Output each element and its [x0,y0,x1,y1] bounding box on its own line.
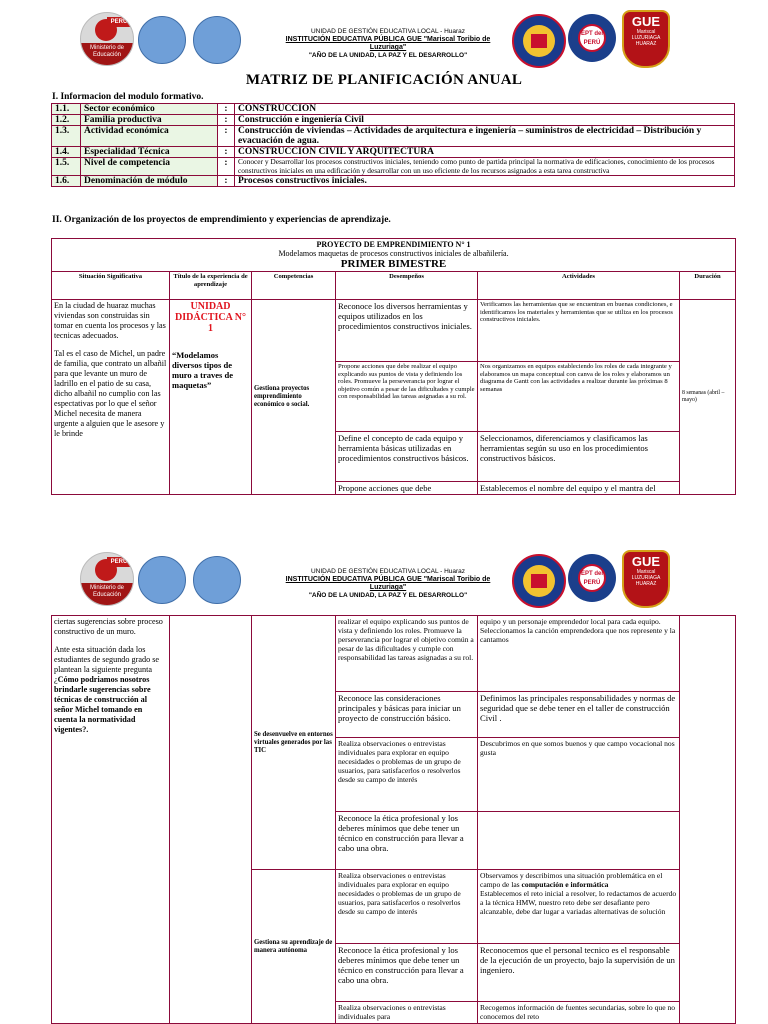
activity-cell [478,812,680,870]
ministry-logo [80,12,134,66]
info-row [52,158,735,176]
ugel-line: UNIDAD DE GESTIÓN EDUCATIVA LOCAL - Huaraz [310,28,466,35]
info-row [52,115,735,126]
learning-unit-cell [170,300,252,495]
performance-cell: Realiza observaciones o entrevistas individuales para explorar en equipo necesidades o problemas de un grupo de usuarios, para satisfacerlos o resolverlos desde su campo de interés [336,870,478,944]
peru-label: PERÚ [107,17,131,27]
unit-title: UNIDAD DIDÁCTICA N° 1 [175,301,246,334]
page-gap [0,512,768,540]
project-header [52,239,736,272]
project-subtitle: Modelamos maquetas de procesos constructivos iniciales de albañilería. [278,249,509,258]
ministry-logo [80,552,134,606]
activity-cell: Establecemos el nombre del equipo y el mantra del [478,482,680,495]
school-line: INSTITUCIÓN EDUCATIVA PÚBLICA GUE "Mariscal Toribio de Luzuriaga" [285,36,491,51]
col-activities: Actividades [478,272,680,300]
performance-cell: Propone acciones que debe [336,482,478,495]
info-colon: : [218,126,235,147]
info-number: 1.3. [52,126,81,147]
header-text [270,568,506,600]
info-value: Conocer y Desarrollar los procesos constructivos iniciales, teniendo como punto de partida principal la normativa de edificaciones, conocimiento de los procesos constructivos iniciales en una edificación y desarrollar con un uso eficiente de los recursos asignados a esta tarea constructiva [235,158,735,176]
duration-cell: 8 semanas (abril – mayo) [680,300,736,495]
info-number: 1.6. [52,176,81,187]
significant-situation: ciertas sugerencias sobre proceso constructivo de un muro. Ante esta situación dada los estudiantes de segundo grado se plantean la siguiente pregunta ¿Cómo podriamos nosotros brindarle sugerencias sobre técnicas de construcción al señor Michel tomando en cuenta la normatividad vigentes?. [52,616,170,1024]
info-number: 1.1. [52,104,81,115]
info-label: Familia productiva [81,115,218,126]
blue-circle-logo-1 [138,16,186,64]
competence-cell: Gestiona su aprendizaje de manera autónoma [252,870,336,1024]
performance-cell: Reconoce la ética profesional y los deberes mínimos que debe tener un técnico en construcción para llevar a cabo una obra. [336,812,478,870]
planning-table-page-1 [51,238,736,495]
activity-cell: Observamos y describimos una situación problemática en el campo de las computación e informática Establecemos el reto inicial a resolver, lo redactamos de acuerdo a la técnica HMW, nuestro reto debe ser desafiante pero alcanzable, debe dar lugar a variadas alternativas de solución [478,870,680,944]
duration-cell [680,616,736,1024]
performance-cell: realizar el equipo explicando sus puntos de vista y definiendo los roles. Promueve la perseverancia por lograr el objetivo común a pesar de las dificultades y cumple con responsabilidad las tareas asignadas a su rol. [336,616,478,692]
bimester-label: PRIMER BIMESTRE [340,258,447,270]
competence-cell: Se desenvuelve en entornos virtuales generados por las TIC [252,616,336,870]
header-text [270,28,506,60]
performance-cell: Reconoce los diversos herramientas y equipos utilizados en los procedimientos constructivos iniciales. [336,300,478,362]
col-duration: Duración [680,272,736,300]
activity-cell: Recogemos información de fuentes secundarias, sobre lo que no conocemos del reto [478,1002,680,1024]
page-2 [0,540,768,1024]
info-colon: : [218,158,235,176]
planning-table-page-2 [51,615,736,1024]
info-value: Construcción e ingeniería Civil [235,115,735,126]
unit-experience-title: “Modelamos diversos tipos de muro a traves de maquetas” [172,350,233,390]
info-value: Procesos constructivos iniciales. [235,176,735,187]
info-number: 1.5. [52,158,81,176]
year-motto-line: "AÑO DE LA UNIDAD, LA PAZ Y EL DESARROLLO" [308,592,468,599]
performance-cell: Realiza observaciones o entrevistas individuales para [336,1002,478,1024]
col-competences: Competencias [252,272,336,300]
performance-cell: Propone acciones que debe realizar el equipo explicando sus puntos de vista y definiendo los roles. Promueve la perseverancia por lograr el objetivo común a pesar de las dificultades y cumple con responsabilidad las tareas asignadas a su rol. [336,362,478,432]
year-motto-line: "AÑO DE LA UNIDAD, LA PAZ Y EL DESARROLLO" [308,52,468,59]
info-row [52,176,735,187]
page-header [0,540,768,610]
project-title: PROYECTO DE EMPRENDIMIENTO N° 1 [316,240,471,249]
module-info-table [51,103,735,187]
activity-cell: equipo y un personaje emprendedor local para cada equipo. Seleccionamos la canción emprendedora que nos represente y la cantamos [478,616,680,692]
activity-cell: Verificamos las herramientas que se encuentran en buenas condiciones, e identificamos los materiales y herramientas que se utiliza en los procesos constructivos iniciales. [478,300,680,362]
activity-cell: Definimos las principales responsabilidades y normas de seguridad que se debe tener en el taller de construcción Civil . [478,692,680,738]
ministry-label: Ministerio de Educación [81,583,133,606]
document-title: MATRIZ DE PLANIFICACIÓN ANUAL [245,72,523,88]
ept-gear-logo: EPT del PERÚ [568,14,616,62]
section-2-heading: II. Organización de los proyectos de emprendimiento y experiencias de aprendizaje. [52,215,391,225]
col-performances: Desempeños [336,272,478,300]
blue-circle-logo-1 [138,556,186,604]
info-label: Nivel de competencia [81,158,218,176]
activity-cell: Seleccionamos, diferenciamos y clasificamos las herramientas según su uso en los procedimientos constructivos básicos. [478,432,680,482]
info-number: 1.4. [52,147,81,158]
significant-situation: En la ciudad de huaraz muchas viviendas son construidas sin tomar en cuenta los procesos y las tecnicas adecuados. Tal es el caso de Michel, un padre de familia, que contrato un albañil para que levante un muro de ladrillo en el patio de su casa, dicho albañil no cumplio con las espectativas por lo que el señor Michel necesita de manera urgente a alguien que le asesore y le brinde [52,300,170,495]
page-header [0,0,768,70]
learning-unit-cell [170,616,252,1024]
school-line: INSTITUCIÓN EDUCATIVA PÚBLICA GUE "Mariscal Toribio de Luzuriaga" [285,576,491,591]
info-label: Denominación de módulo [81,176,218,187]
info-value: Construcción de viviendas – Actividades de arquitectura e ingeniería – suministros de electricidad – Distribución y evacuación de agua. [235,126,735,147]
activity-cell: Nos organizamos en equipos estableciendo los roles de cada integrante y elaboramos un mapa conceptual con canva de los roles y elaboramos un diagrama de Gantt con las actividades a realizar durante las próximas 8 semanas [478,362,680,432]
info-value: CONSTRUCCION CIVIL Y ARQUITECTURA [235,147,735,158]
competence-cell: Gestiona proyectos emprendimiento económico o social. [252,300,336,495]
info-value: CONSTRUCCION [235,104,735,115]
performance-cell: Realiza observaciones o entrevistas individuales para explorar en equipo necesidades o problemas de un grupo de usuarios, para satisfacerlos o resolverlos desde su campo de interés [336,738,478,812]
performance-cell: Reconoce la ética profesional y los deberes mínimos que debe tener un técnico en construcción para llevar a cabo una obra. [336,944,478,1002]
gue-shield-logo: GUE Mariscal LUZURIAGA HUARAZ [622,550,670,608]
activity-cell: Reconocemos que el personal tecnico es el responsable de la ejecución de un proyecto, bajo la supervisión de un ingeniero. [478,944,680,1002]
section-1-heading: I. Informacion del modulo formativo. [52,92,204,102]
activity-cell: Descubrimos en que somos buenos y que campo vocacional nos gusta [478,738,680,812]
performance-cell: Reconoce las consideraciones principales y básicas para iniciar un proyecto de construcción básico. [336,692,478,738]
blue-circle-logo-2 [193,16,241,64]
info-label: Especialidad Técnica [81,147,218,158]
info-colon: : [218,104,235,115]
info-number: 1.2. [52,115,81,126]
ministry-label: Ministerio de Educación [81,43,133,66]
ept-gear-logo: EPT del PERÚ [568,554,616,602]
peru-label: PERÚ [107,557,131,567]
gue-shield-logo: GUE Mariscal LUZURIAGA HUARAZ [622,10,670,68]
performance-cell: Define el concepto de cada equipo y herramienta básicas utilizadas en procedimientos constructivos básicos. [336,432,478,482]
info-row [52,104,735,115]
col-situation: Situación Significativa [52,272,170,300]
info-colon: : [218,147,235,158]
info-label: Actividad económica [81,126,218,147]
col-experience-title: Título de la experiencia de aprendizaje [170,272,252,300]
school-seal-logo [512,14,566,68]
blue-circle-logo-2 [193,556,241,604]
info-label: Sector económico [81,104,218,115]
info-row [52,126,735,147]
info-colon: : [218,115,235,126]
info-row [52,147,735,158]
ugel-line: UNIDAD DE GESTIÓN EDUCATIVA LOCAL - Huaraz [310,568,466,575]
school-seal-logo [512,554,566,608]
info-colon: : [218,176,235,187]
